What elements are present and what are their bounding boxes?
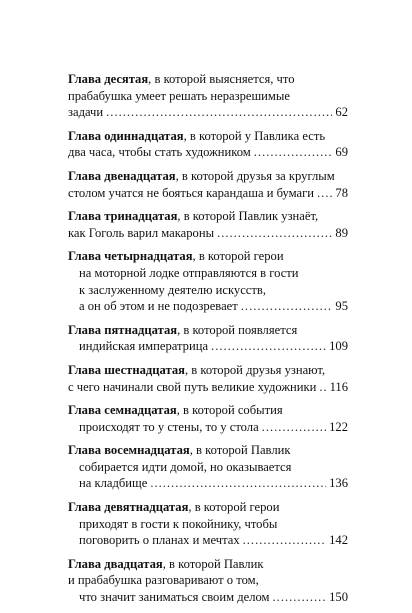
chapter-description: , в которой Павлик (189, 443, 291, 458)
chapter-description: на моторной лодке отправляются в гости (79, 265, 299, 280)
toc-line (68, 88, 348, 105)
chapter-description: собирается идти домой, но оказывается (79, 459, 292, 474)
toc-line (68, 459, 348, 476)
toc-line (68, 442, 348, 459)
chapter-title: Глава восемнадцатая (68, 443, 190, 458)
chapter-description: , в которой появляется (177, 322, 298, 337)
dot-leader (106, 104, 332, 121)
dot-leader (217, 225, 332, 242)
chapter-description: столом учатся не бояться карандаша и бумаги (68, 185, 315, 200)
toc-line (68, 402, 348, 419)
chapter-description: , в которой герои (188, 500, 280, 515)
toc-entry (68, 442, 348, 492)
toc-line (68, 572, 348, 589)
page-number: 78 (335, 185, 348, 200)
toc-line (68, 338, 348, 355)
toc-entry (68, 71, 348, 121)
chapter-title: Глава десятая (68, 72, 149, 86)
toc-line (68, 419, 348, 436)
chapter-description: что значит заниматься своим делом (79, 590, 270, 605)
toc-line (68, 298, 348, 315)
chapter-description: индийская императрица (79, 339, 209, 354)
dot-leader (211, 338, 326, 355)
chapter-description: прабабушка умеет решать неразрешимые (68, 88, 290, 103)
toc-line (68, 516, 348, 533)
page-number: 69 (335, 145, 348, 160)
table-of-contents (68, 71, 348, 613)
chapter-title: Глава шестнадцатая (68, 362, 185, 377)
chapter-description: , в которой герои (192, 249, 284, 264)
dot-leader (317, 185, 332, 202)
chapter-title: Глава двадцатая (68, 556, 163, 571)
dot-leader (243, 532, 326, 549)
dot-leader (319, 379, 326, 396)
chapter-description: как Гоголь варил макароны (68, 225, 215, 240)
chapter-title: Глава девятнадцатая (68, 500, 189, 515)
toc-line (68, 248, 348, 265)
chapter-title: Глава пятнадцатая (68, 322, 178, 337)
chapter-title: Глава одиннадцатая (68, 128, 184, 143)
page-number: 142 (329, 533, 348, 548)
toc-line (68, 71, 348, 88)
toc-line (68, 322, 348, 339)
chapter-description: а он об этом и не подозревает (79, 299, 238, 314)
toc-entry (68, 402, 348, 435)
chapter-description: с чего начинали свой путь великие художники (68, 379, 317, 394)
dot-leader (262, 419, 326, 436)
toc-entry (68, 499, 348, 549)
toc-entry (68, 128, 348, 161)
chapter-description: к заслуженному деятелю искусств, (79, 282, 266, 297)
toc-line (68, 208, 348, 225)
page-number: 122 (329, 419, 348, 434)
chapter-description: на кладбище (79, 476, 148, 491)
chapter-description: и прабабушка разговаривают о том, (68, 573, 259, 588)
toc-entry (68, 362, 348, 395)
page-number: 136 (329, 476, 348, 491)
chapter-description: приходят в гости к покойнику, чтобы (79, 516, 278, 531)
toc-line (68, 499, 348, 516)
chapter-description: поговорить о планах и мечтах (79, 533, 240, 548)
toc-line (68, 185, 348, 202)
page-number: 95 (335, 299, 348, 314)
chapter-description: , в которой Павлик узнаёт, (177, 209, 319, 224)
page-number: 116 (329, 379, 348, 394)
page-number: 62 (335, 105, 348, 120)
dot-leader (150, 475, 326, 492)
toc-entry (68, 168, 348, 201)
toc-line (68, 144, 348, 161)
dot-leader (273, 589, 327, 606)
page-number: 109 (329, 339, 348, 354)
chapter-description: задачи (68, 105, 104, 120)
page-number: 150 (329, 590, 348, 605)
toc-entry (68, 322, 348, 355)
chapter-description: , в которой события (176, 403, 283, 418)
chapter-description: , в которой друзья узнают, (184, 362, 326, 377)
toc-line (68, 104, 348, 121)
toc-line (68, 475, 348, 492)
toc-line (68, 589, 348, 606)
chapter-description: происходят то у стены, то у стола (79, 419, 259, 434)
toc-entry (68, 556, 348, 606)
chapter-description: , в которой выясняется, что (148, 72, 295, 86)
toc-line (68, 265, 348, 282)
chapter-title: Глава тринадцатая (68, 209, 178, 224)
toc-line (68, 556, 348, 573)
chapter-title: Глава семнадцатая (68, 403, 177, 418)
toc-line (68, 282, 348, 299)
toc-entry (68, 248, 348, 314)
toc-line (68, 532, 348, 549)
chapter-description: , в которой друзья за круглым (175, 168, 335, 183)
page-number: 89 (335, 225, 348, 240)
chapter-description: два часа, чтобы стать художником (68, 145, 251, 160)
toc-line (68, 362, 348, 379)
chapter-description: , в которой Павлик (162, 556, 264, 571)
chapter-description: , в которой у Павлика есть (183, 128, 326, 143)
toc-line (68, 225, 348, 242)
chapter-title: Глава двенадцатая (68, 168, 176, 183)
toc-line (68, 379, 348, 396)
dot-leader (254, 144, 333, 161)
dot-leader (241, 298, 333, 315)
toc-line (68, 168, 348, 185)
toc-line (68, 128, 348, 145)
toc-entry (68, 208, 348, 241)
chapter-title: Глава четырнадцатая (68, 249, 193, 264)
